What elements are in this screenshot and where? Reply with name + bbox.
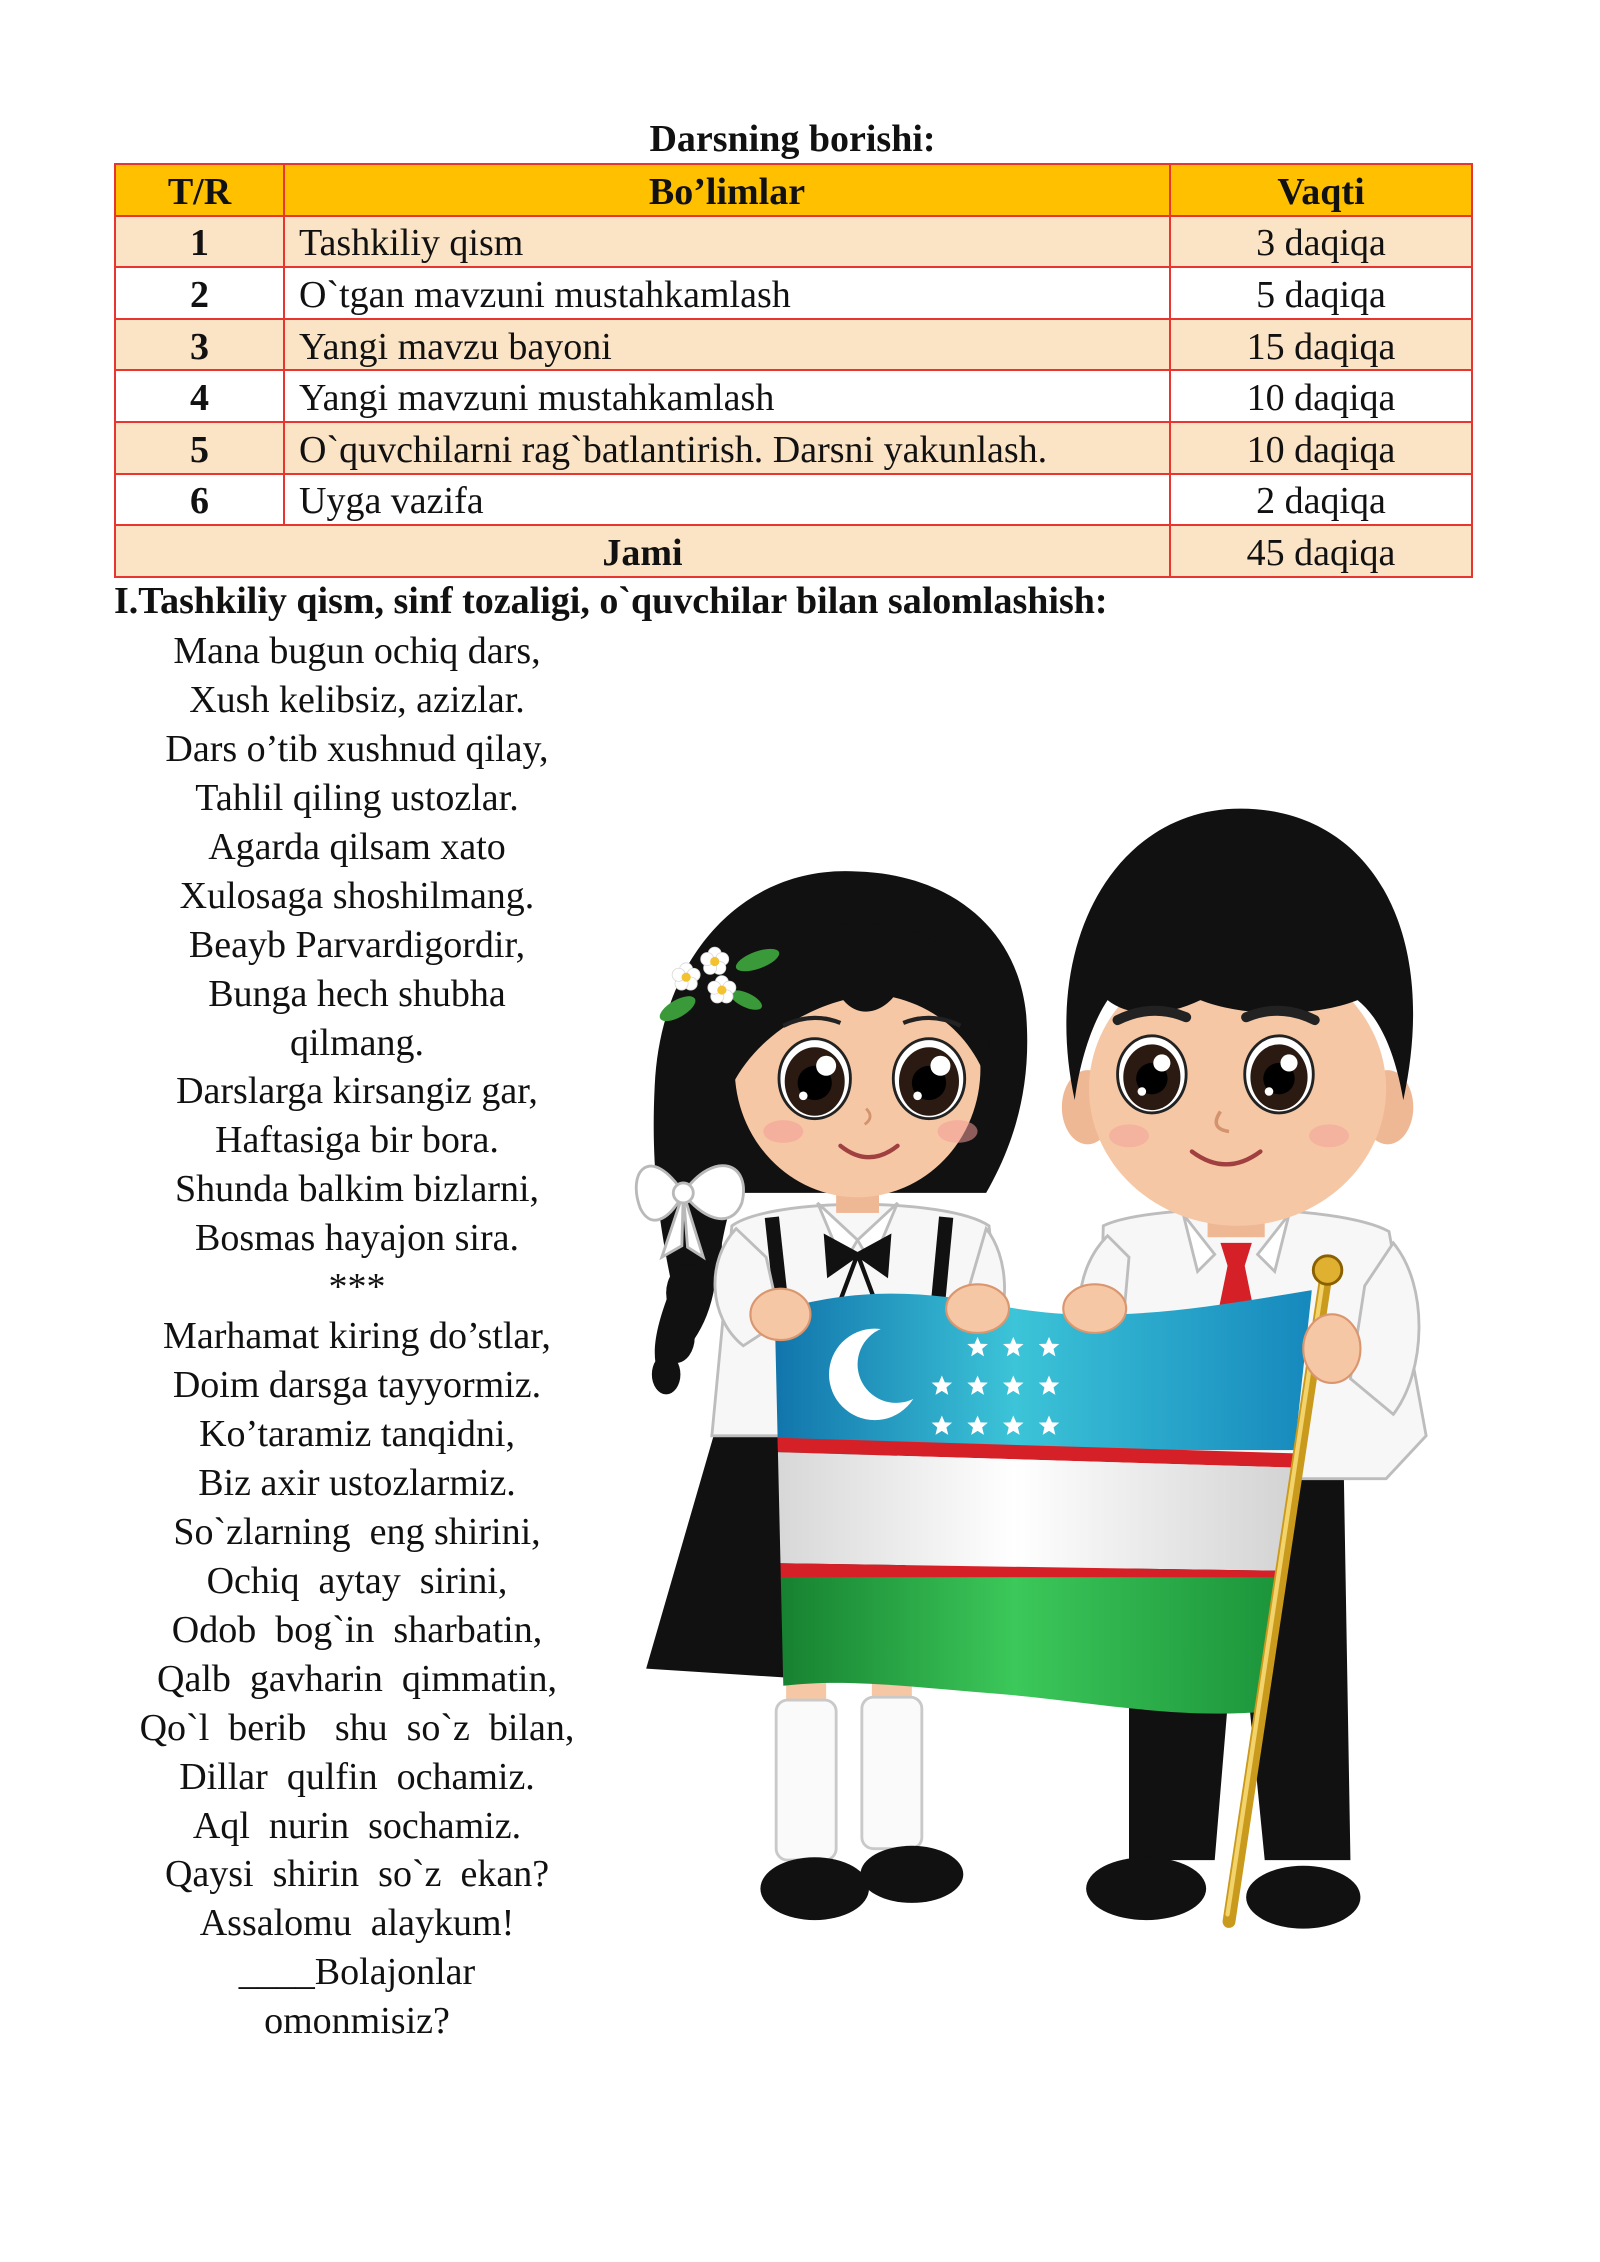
boy-hand-right [1303, 1314, 1360, 1383]
boy-cheek-left [1109, 1124, 1149, 1147]
poem-line: Bosmas hayajon sira. [194, 1217, 519, 1260]
page-title: Darsning borishi: [649, 118, 936, 160]
poem-line: Dillar qulfin ochamiz. [179, 1755, 535, 1798]
table-body [115, 216, 1472, 526]
cell-time: 15 daqiqa [1170, 319, 1472, 371]
flag-green-stripe [758, 1577, 1329, 1734]
flag-crescent [822, 1322, 922, 1429]
poem-line: Aql nurin sochamiz. [192, 1804, 522, 1847]
poem-line: Agarda qilsam xato [208, 825, 506, 868]
cell-time: 5 daqiqa [1170, 267, 1472, 319]
girl-legs [776, 1664, 922, 1860]
cell-number: 6 [115, 474, 284, 526]
girl-shoe-right [860, 1846, 963, 1903]
poem-line: omonmisiz? [264, 2000, 450, 2043]
poem-line: *** [328, 1266, 386, 1309]
poem-line: Assalomu alaykum! [199, 1902, 515, 1945]
cell-section: Tashkiliy qism [284, 216, 1170, 268]
boy-eye-left [1118, 1036, 1187, 1113]
cell-number: 5 [115, 422, 284, 474]
lesson-plan-table [114, 163, 1473, 578]
girl-sock-right [862, 1697, 922, 1848]
girl-eye-left [779, 1039, 850, 1119]
poem-line: Shunda balkim bizlarni, [174, 1168, 540, 1211]
poem-line: Odob bog`in sharbatin, [171, 1608, 543, 1651]
table-header-row [115, 164, 1472, 216]
table-total-row [115, 525, 1472, 577]
poem-line: So`zlarning eng shirini, [173, 1510, 541, 1553]
table-row [115, 216, 1472, 268]
column-header-time: Vaqti [1170, 164, 1472, 216]
total-time: 45 daqiqa [1170, 525, 1472, 577]
table-row [115, 370, 1472, 422]
girl-hand-right [946, 1284, 1009, 1333]
poem-line: Dars o’tib xushnud qilay, [165, 727, 549, 770]
section-heading: I.Tashkiliy qism, sinf tozaligi, o`quvchilar bilan salomlashish: [114, 580, 1108, 622]
girl-hand-left [750, 1289, 810, 1340]
girl-sock-left [776, 1700, 836, 1860]
poem-line: Haftasiga bir bora. [215, 1119, 499, 1162]
girl-eye-right [893, 1039, 964, 1119]
poem-line: Bunga hech shubha [208, 972, 506, 1015]
boy-shoe-right [1246, 1866, 1360, 1929]
cell-section: O`quvchilarni rag`batlantirish. Darsni yakunlash. [284, 422, 1170, 474]
boy-hand-left [1063, 1284, 1126, 1333]
column-header-sections: Bo’limlar [284, 164, 1170, 216]
poem-line: Mana bugun ochiq dars, [173, 630, 541, 672]
poem-line: Marhamat kiring do’stlar, [163, 1315, 551, 1358]
column-header-number: T/R [115, 164, 284, 216]
poem-line: Ochiq aytay sirini, [206, 1559, 508, 1602]
cell-time: 3 daqiqa [1170, 216, 1472, 268]
cell-time: 10 daqiqa [1170, 422, 1472, 474]
poem-line: Xulosaga shoshilmang. [179, 874, 535, 917]
cell-section: Uyga vazifa [284, 474, 1170, 526]
poem-line: Darslarga kirsangiz gar, [176, 1070, 538, 1113]
poem-line: Qalb gavharin qimmatin, [157, 1657, 557, 1700]
children-with-flag-illustration [629, 800, 1429, 1943]
uzbekistan-flag [758, 1256, 1342, 1922]
cell-section: O`tgan mavzuni mustahkamlash [284, 267, 1170, 319]
table-row [115, 474, 1472, 526]
cell-time: 10 daqiqa [1170, 370, 1472, 422]
poem-line: qilmang. [289, 1021, 425, 1064]
cell-section: Yangi mavzuni mustahkamlash [284, 370, 1170, 422]
poem-line: Ko’taramiz tanqidni, [199, 1413, 515, 1455]
cell-number: 2 [115, 267, 284, 319]
flag-white-stripe [758, 1452, 1329, 1572]
poem-line: Doim darsga tayyormiz. [172, 1364, 542, 1407]
girl-shoe-left [760, 1857, 869, 1920]
poem-line: Tahlil qiling ustozlar. [195, 776, 519, 819]
poem-line: Qaysi shirin so`z ekan? [164, 1853, 550, 1896]
poem-line: Xush kelibsiz, azizlar. [189, 678, 525, 721]
boy-shoe-left [1086, 1857, 1206, 1920]
girl-cheek-left [763, 1120, 803, 1143]
table-row [115, 319, 1472, 371]
cell-number: 3 [115, 319, 284, 371]
greeting-poem [60, 627, 654, 2046]
girl-cheek-right [938, 1120, 978, 1143]
poem-line: Beayb Parvardigordir, [188, 923, 526, 966]
total-label: Jami [115, 525, 1170, 577]
cell-number: 1 [115, 216, 284, 268]
cell-time: 2 daqiqa [1170, 474, 1472, 526]
boy-cheek-right [1309, 1124, 1349, 1147]
table-row [115, 267, 1472, 319]
poem-line: Biz axir ustozlarmiz. [198, 1461, 516, 1504]
cell-number: 4 [115, 370, 284, 422]
poem-line: ____Bolajonlar [238, 1951, 476, 1994]
table-row [115, 422, 1472, 474]
boy-eye-right [1245, 1036, 1314, 1113]
flag-pole-finial [1313, 1256, 1342, 1285]
cell-section: Yangi mavzu bayoni [284, 319, 1170, 371]
poem-line: Qo`l berib shu so`z bilan, [139, 1706, 575, 1749]
